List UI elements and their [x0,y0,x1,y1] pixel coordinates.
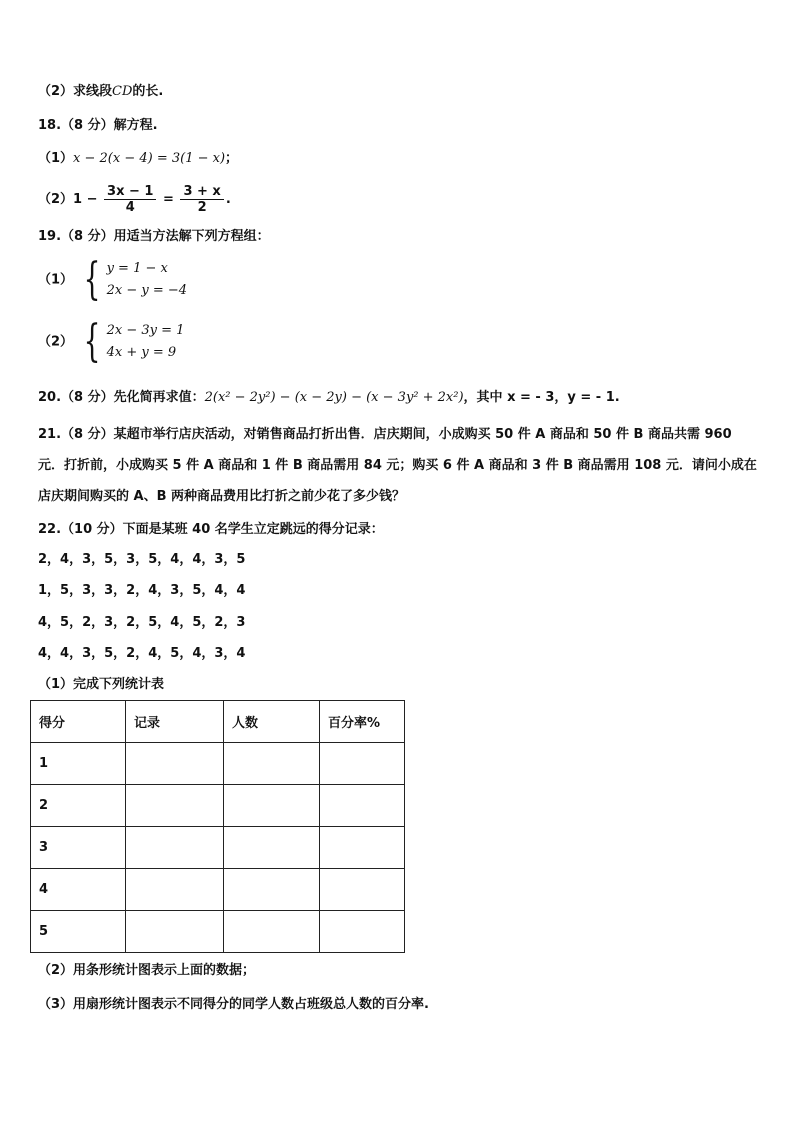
q18-header: 18.（8 分）解方程. [38,118,158,133]
q21-line-2: 元．打折前，小成购买 5 件 A 商品和 1 件 B 商品需用 84 元；购买 6 件 A 商品和 3 件 B 商品需用 108 元．请问小成在 [38,458,757,473]
table-cell-empty[interactable] [224,827,320,869]
table-cell-score: 4 [31,869,126,911]
q22-part1: （1）完成下列统计表 [38,677,165,692]
statistics-table [30,700,405,953]
table-header-cell: 人数 [224,701,320,743]
q18-fraction-1 [104,184,156,215]
table-cell-score: 5 [31,911,126,953]
q18-part2-end: . [225,192,231,207]
q17-part2-var: CD [112,84,133,99]
table-cell-empty[interactable] [224,743,320,785]
q22-data-row: 2，4，3，5，3，5，4，4，3，5 [38,552,246,567]
q22-data-row: 4，4，3，5，2，4，5，4，3，4 [38,646,246,661]
table-header-cell: 百分率% [320,701,405,743]
table-cell-empty[interactable] [126,869,224,911]
q19-part1 [38,254,188,305]
brace-icon: { [83,316,100,367]
table-row [31,911,405,953]
q19-sys1-eq2: 2x − y = −4 [106,283,188,298]
q22-part2: （2）用条形统计图表示上面的数据； [38,963,256,978]
q20-suffix: ，其中 x = - 3，y = - 1. [463,390,620,405]
table-cell-empty[interactable] [224,869,320,911]
q19-system-2 [78,316,185,367]
table-cell-empty[interactable] [320,785,405,827]
q18-part1-end: ； [225,151,239,166]
q20-prefix: 20.（8 分）先化简再求值： [38,390,205,405]
q19-header: 19.（8 分）用适当方法解下列方程组： [38,229,270,244]
table-row [31,743,405,785]
q20-expr: 2(x² − 2y²) − (x − 2y) − (x − 3y² + 2x²) [204,390,464,405]
q19-sys1-eq1: y = 1 − x [106,261,168,276]
q19-part2-label: （2） [38,334,74,350]
table-row [31,785,405,827]
q18-part2-lead: 1 − [73,192,98,207]
q19-sys2-eq2: 4x + y = 9 [106,345,177,360]
table-row [31,869,405,911]
q18-den2: 2 [197,200,207,215]
q18-fraction-2 [180,184,223,215]
table-cell-score: 3 [31,827,126,869]
brace-icon: { [83,254,100,305]
table-cell-score: 1 [31,743,126,785]
q22-part3: （3）用扇形统计图表示不同得分的同学人数占班级总人数的百分率. [38,997,429,1012]
table-cell-empty[interactable] [126,743,224,785]
q18-part2-eq: = [163,192,174,207]
table-cell-empty[interactable] [320,869,405,911]
table-cell-empty[interactable] [320,827,405,869]
q19-sys2-eq1: 2x − 3y = 1 [106,323,185,338]
q19-part2 [38,316,185,367]
q21-line-3: 店庆期间购买的 A、B 两种商品费用比打折之前少花了多少钱？ [38,489,406,504]
q18-part1-label: （1） [38,151,74,166]
q18-part1 [38,150,238,168]
q17-part2-prefix: （2）求线段 [38,84,113,99]
q18-part1-expr: x − 2(x − 4) = 3(1 − x) [73,151,226,166]
table-cell-empty[interactable] [320,911,405,953]
q19-part1-label: （1） [38,272,74,288]
table-cell-empty[interactable] [126,785,224,827]
q22-header: 22.（10 分）下面是某班 40 名学生立定跳远的得分记录： [38,522,384,537]
q20 [38,389,620,407]
q19-system-1 [78,254,188,305]
q17-part2-suffix: 的长. [132,84,164,99]
q18-part2 [38,184,231,215]
table-cell-empty[interactable] [224,911,320,953]
table-cell-score: 2 [31,785,126,827]
table-cell-empty[interactable] [126,827,224,869]
q21-line-1: 21.（8 分）某超市举行店庆活动，对销售商品打折出售．店庆期间，小成购买 50 件 A 商品和 50 件 B 商品共需 960 [38,427,732,442]
q18-den1: 4 [125,200,135,215]
table-header-row [31,701,405,743]
table-cell-empty[interactable] [224,785,320,827]
table-row [31,827,405,869]
q18-num2: 3 + x [180,184,223,200]
q18-part2-label: （2） [38,192,74,207]
table-cell-empty[interactable] [320,743,405,785]
q17-part2 [38,83,163,101]
table-cell-empty[interactable] [126,911,224,953]
table-header-cell: 记录 [126,701,224,743]
q22-data-row: 1，5，3，3，2，4，3，5，4，4 [38,583,246,598]
table-header-cell: 得分 [31,701,126,743]
q22-data-row: 4，5，2，3，2，5，4，5，2，3 [38,615,246,630]
q18-num1: 3x − 1 [104,184,156,200]
